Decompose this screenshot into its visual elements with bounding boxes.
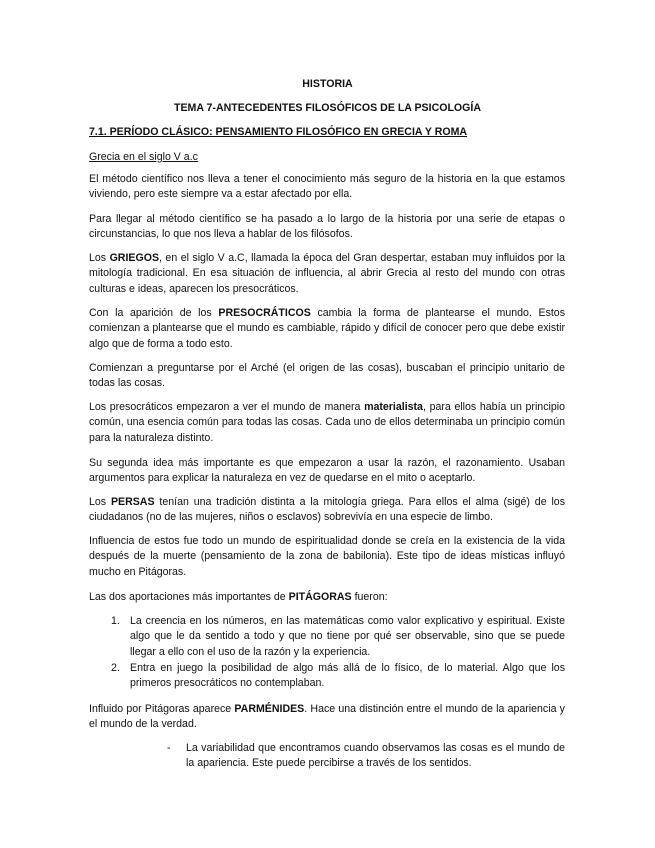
p4-emphasis: PRESOCRÁTICOS: [218, 307, 311, 319]
list-number: 2.: [111, 662, 120, 674]
p8-text-a: Los: [89, 496, 111, 508]
paragraph-11: [89, 702, 565, 733]
list-item: [111, 614, 565, 660]
paragraph-8: [89, 495, 565, 526]
p3-text-a: Los: [89, 252, 110, 264]
paragraph-5: Comienzan a preguntarse por el Arché (el origen de las cosas), buscaban el principio unitario de todas las cosas.: [89, 362, 565, 390]
p6-text-a: Los presocráticos empezaron a ver el mundo de manera: [89, 401, 365, 413]
p4-text-c: cambia la forma de plantearse el mundo. Estos comienzan a plantearse que el mundo es cambiable, rápido y difícil de conocer pero que debe existir algo que de forma a todo esto.: [89, 307, 565, 350]
p11-text-a: Influido por Pitágoras aparece: [89, 703, 235, 715]
p10-text-a: Las dos aportaciones más importantes de: [89, 591, 289, 603]
paragraph-9: Influencia de estos fue todo un mundo de espiritualidad donde se creía en la existencia de la vida después de la muerte (pensamiento de la zona de babilonia). Este tipo de ideas místicas influyó mucho en Pitágoras.: [89, 535, 565, 578]
paragraph-4: [89, 306, 565, 352]
subsection-heading: Grecia en el siglo V a.c: [89, 151, 198, 163]
p6-text-c: , para ellos había un principio común, una esencia común para todas las cosas. Cada uno de ellos determinaba un principio común para la naturaleza distinto.: [89, 401, 565, 444]
p3-text-c: , en el siglo V a.C, llamada la época del Gran despertar, estaban muy influidos por la mitología tradicional. En esa situación de influencia, al abrir Grecia al resto del mundo con otras culturas e ideas, aparecen los presocráticos.: [89, 252, 565, 295]
paragraph-10: [89, 590, 565, 605]
dash-item-text: La variabilidad que encontramos cuando observamos las cosas es el mundo de la apariencia. Este puede percibirse a través de los sentidos.: [186, 742, 565, 770]
doc-title: HISTORIA: [302, 78, 353, 90]
list-item-text: Entra en juego la posibilidad de algo más allá de lo físico, de lo material. Algo que los primeros presocráticos no contemplaban.: [130, 662, 565, 690]
p6-emphasis: materialista: [364, 401, 423, 413]
dash-marker: -: [167, 742, 171, 754]
list-number: 1.: [111, 615, 120, 627]
p8-text-c: tenían una tradición distinta a la mitología griega. Para ellos el alma (sigé) de los ciudadanos (no de las mujeres, niños o esclavos) sobrevivía en una especie de limbo.: [89, 496, 565, 524]
list-item-text: La creencia en los números, en las matemáticas como valor explicativo y espiritual. Existe algo que le da sentido a todo y que no tiene por qué ser observable, sino que se puede llegar a ello con el uso de la razón y la experiencia.: [130, 615, 565, 658]
paragraph-1: El método científico nos lleva a tener el conocimiento más seguro de la historia en la que estamos viviendo, pero este siempre va a estar afectado por ella.: [89, 173, 565, 201]
section-heading: 7.1. PERÍODO CLÁSICO: PENSAMIENTO FILOSÓFICO EN GRECIA Y ROMA: [89, 126, 468, 138]
p11-emphasis: PARMÉNIDES: [234, 703, 305, 715]
p10-emphasis: PITÁGORAS: [288, 591, 352, 603]
p4-text-a: Con la aparición de los: [89, 307, 219, 319]
paragraph-2: Para llegar al método científico se ha pasado a lo largo de la historia por una serie de etapas o circunstancias, lo que nos lleva a hablar de los filósofos.: [89, 213, 565, 241]
p10-text-c: fueron:: [351, 591, 388, 603]
paragraph-7: Su segunda idea más importante es que empezaron a usar la razón, el razonamiento. Usaban argumentos para explicar la naturaleza en vez de quedarse en el mito o aceptarlo.: [89, 457, 565, 485]
p11-text-c: . Hace una distinción entre el mundo de la apariencia y el mundo de la verdad.: [89, 703, 565, 731]
paragraph-3: [89, 251, 565, 297]
doc-subtitle: TEMA 7-ANTECEDENTES FILOSÓFICOS DE LA PSICOLOGÍA: [173, 102, 482, 114]
dash-list-item: [167, 741, 565, 772]
p3-emphasis: GRIEGOS: [109, 252, 160, 264]
p8-emphasis: PERSAS: [110, 496, 155, 508]
list-item: [111, 661, 565, 692]
paragraph-6: [89, 400, 565, 446]
